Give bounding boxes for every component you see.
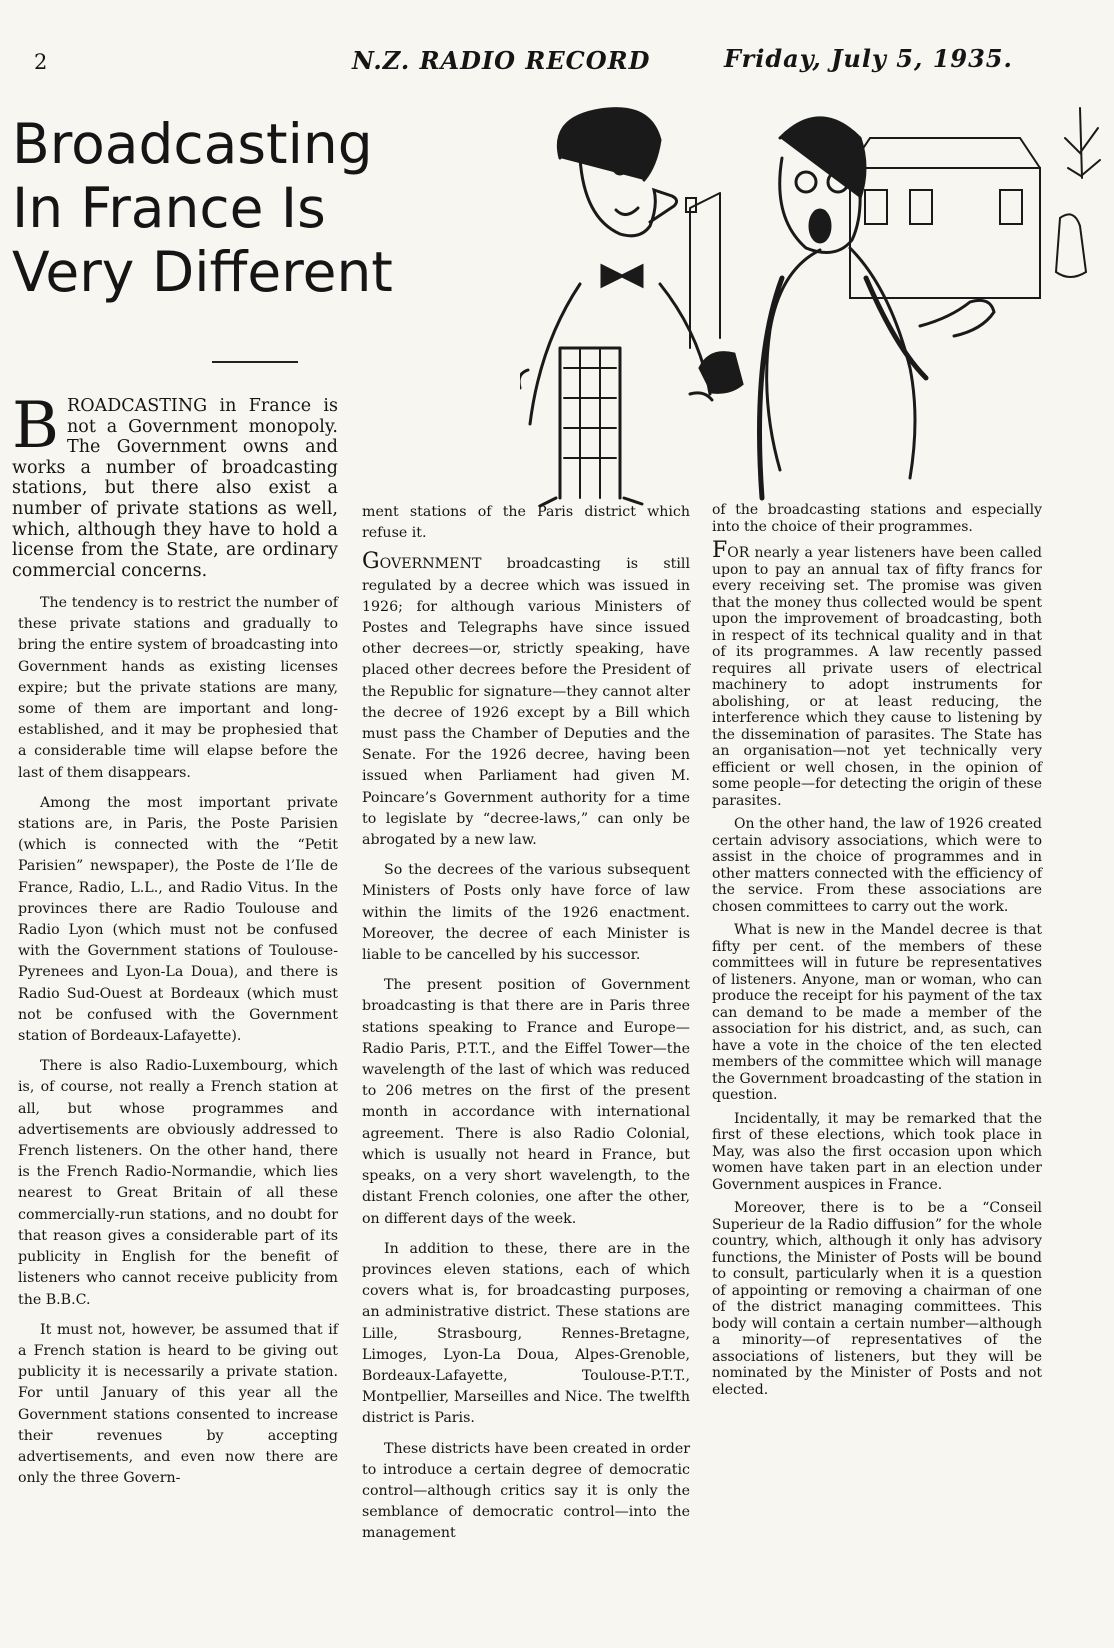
paragraph-text: OVERNMENT broadcasting is still regulated by a decree which was issued in 1926; for although various Ministers of Postes and Telegraphs have since issued other decrees—or, strictly speaking, have placed other decrees before the President of the Republic for signature—they cannot alter the decree of 1926 except by a Bill which must pass the Chamber of Deputies and the Senate. For the 1926 decree, having been issued when Parliament had given M. Poincare’s Government authority for a time to legislate by “decree-laws,” can only be abrogated by a new law. bbox=[362, 556, 690, 849]
headline-rule bbox=[212, 361, 298, 363]
paragraph: Incidentally, it may be remarked that the first of these elections, which took place in May, was also the first occasion upon which women have taken part in an election under Government auspices in France. bbox=[712, 1110, 1042, 1193]
paragraph: In addition to these, there are in the provinces eleven stations, each of which covers what is, for broadcasting purposes, an administrative district. These stations are Lille, Strasbourg, Rennes-Bretagne, Limoges, Lyon-La Doua, Alpes-Grenoble, Bordeaux-Lafayette, Toulouse-P.T.T., Montpellier, Marseilles and Nice. The twelfth district is Paris. bbox=[362, 1240, 690, 1427]
paragraph-text: OR nearly a year listeners have been called upon to pay an annual tax of fifty francs for every receiving set. The promise was given that the money thus collected would be spent upon the improvement of broadcasting, both in respect of its technical quality and in that of its programmes. A law recently passed requires all private users of electrical machinery to adopt instruments for abolishing, or at least reducing, the interference which they cause to listening by the dissemination of parasites. The State has an organisation—not yet technically very efficient or well chosen, in the opinion of some people—for detecting the origin of these parasites. bbox=[712, 545, 1042, 809]
paragraph: On the other hand, the law of 1926 created certain advisory associations, which were to assist in the choice of programmes and in other matters connected with the efficiency of the service. From these associations are chosen committees to carry out the work. bbox=[712, 816, 1042, 915]
lead-text: ROADCASTING in France is not a Government monopoly. The Government owns and works a number of broadcasting stations, but there also exist a number of private stations as well, which, although they have to hold a license from the State, are ordinary commercial concerns. bbox=[12, 396, 338, 581]
paragraph bbox=[712, 538, 1042, 809]
publication-name: N.Z. RADIO RECORD bbox=[352, 46, 651, 75]
paragraph: There is also Radio-Luxembourg, which is, of course, not really a French station at all, but whose programmes and advertisements are obviously addressed to French listeners. On the other hand, there is the French Radio-Normandie, which lies nearest to Great Britain of all these commercially-run stations, and no doubt for that reason gives a considerable part of its publicity in English for the benefit of listeners who cannot receive publicity from the B.B.C. bbox=[18, 1058, 338, 1308]
page-number: 2 bbox=[34, 50, 48, 74]
paragraph: It must not, however, be assumed that if a French station is heard to be giving out publicity it is necessarily a private station. For until January of this year all the Government stations consented to increase their revenues by accepting advertisements, and even now there are only the three Govern- bbox=[18, 1321, 338, 1487]
article-column-2 bbox=[362, 502, 690, 1554]
lead-paragraph bbox=[12, 389, 338, 581]
headline bbox=[12, 112, 492, 304]
paragraph: These districts have been created in order to introduce a certain degree of democratic control—although critics say it is only the semblance of democratic control—into the management bbox=[362, 1440, 690, 1542]
paragraph: The tendency is to restrict the number of these private stations and gradually to bring the entire system of broadcasting into Government hands as existing licenses expire; but the private stations are many, some of them are important and long-established, and it may be prophesied that a considerable time will elapse before the last of them disappears. bbox=[18, 595, 338, 781]
drop-cap: B bbox=[12, 389, 60, 463]
paragraph: So the decrees of the various subsequent Ministers of Posts only have force of law within the limits of the 1926 enactment. Moreover, the decree of each Minister is liable to be cancelled by his successor. bbox=[362, 862, 690, 964]
cartoon-two-gentlemen-icon bbox=[520, 98, 1112, 510]
page-header bbox=[0, 44, 1114, 78]
paragraph: What is new in the Mandel decree is that fifty per cent. of the members of these committees will in future be representatives of listeners. Anyone, man or woman, who can produce the receipt for his payment of the tax can demand to be made a member of the association for his district, and, as such, can have a vote in the choice of the ten elected members of the committee which will manage the Government broadcasting of the station in question. bbox=[712, 922, 1042, 1103]
initial-letter: F bbox=[712, 538, 728, 563]
paragraph: ment stations of the Paris district which refuse it. bbox=[362, 504, 690, 542]
paragraph: Moreover, there is to be a “Conseil Superieur de la Radio diffusion” for the whole country, which, although it only has advisory functions, the Minister of Posts will be bound to consult, particularly when it is a question of appointing or removing a chairman of one of the district managing committees. This body will contain a certain number—although a minority—of representatives of the associations of listeners, but they will be nominated by the Minister of Posts and not elected. bbox=[712, 1200, 1042, 1398]
headline-line-1: Broadcasting bbox=[12, 112, 373, 176]
article-column-1 bbox=[18, 593, 338, 1498]
initial-letter: G bbox=[362, 549, 380, 575]
paragraph bbox=[362, 549, 690, 851]
headline-line-3: Very Different bbox=[12, 240, 393, 304]
paragraph: of the broadcasting stations and especially into the choice of their programmes. bbox=[712, 502, 1042, 535]
paragraph: Among the most important private stations are, in Paris, the Poste Parisien (which is connected with the “Petit Parisien” newspaper), the Poste de l’Ile de France, Radio, L.L., and Radio Vitus. In the provinces there are Radio Toulouse and Radio Lyon (which must not be confused with the Government stations of Toulouse-Pyrenees and Lyon-La Doua), and there is Radio Sud-Ouest at Bordeaux (which must not be confused with the Government station of Bordeaux-Lafayette). bbox=[18, 794, 338, 1045]
headline-line-2: In France Is bbox=[12, 176, 326, 240]
paragraph: The present position of Government broadcasting is that there are in Paris three stations speaking to France and Europe—Radio Paris, P.T.T., and the Eiffel Tower—the wavelength of the last of which was reduced to 206 metres on the first of the present month in accordance with international agreement. There is also Radio Colonial, which is usually not heard in France, but speaks, on a very short wavelength, to the distant French colonies, one after the other, on different days of the week. bbox=[362, 977, 690, 1227]
article-column-3 bbox=[712, 502, 1042, 1405]
issue-date: Friday, July 5, 1935. bbox=[724, 44, 1013, 73]
